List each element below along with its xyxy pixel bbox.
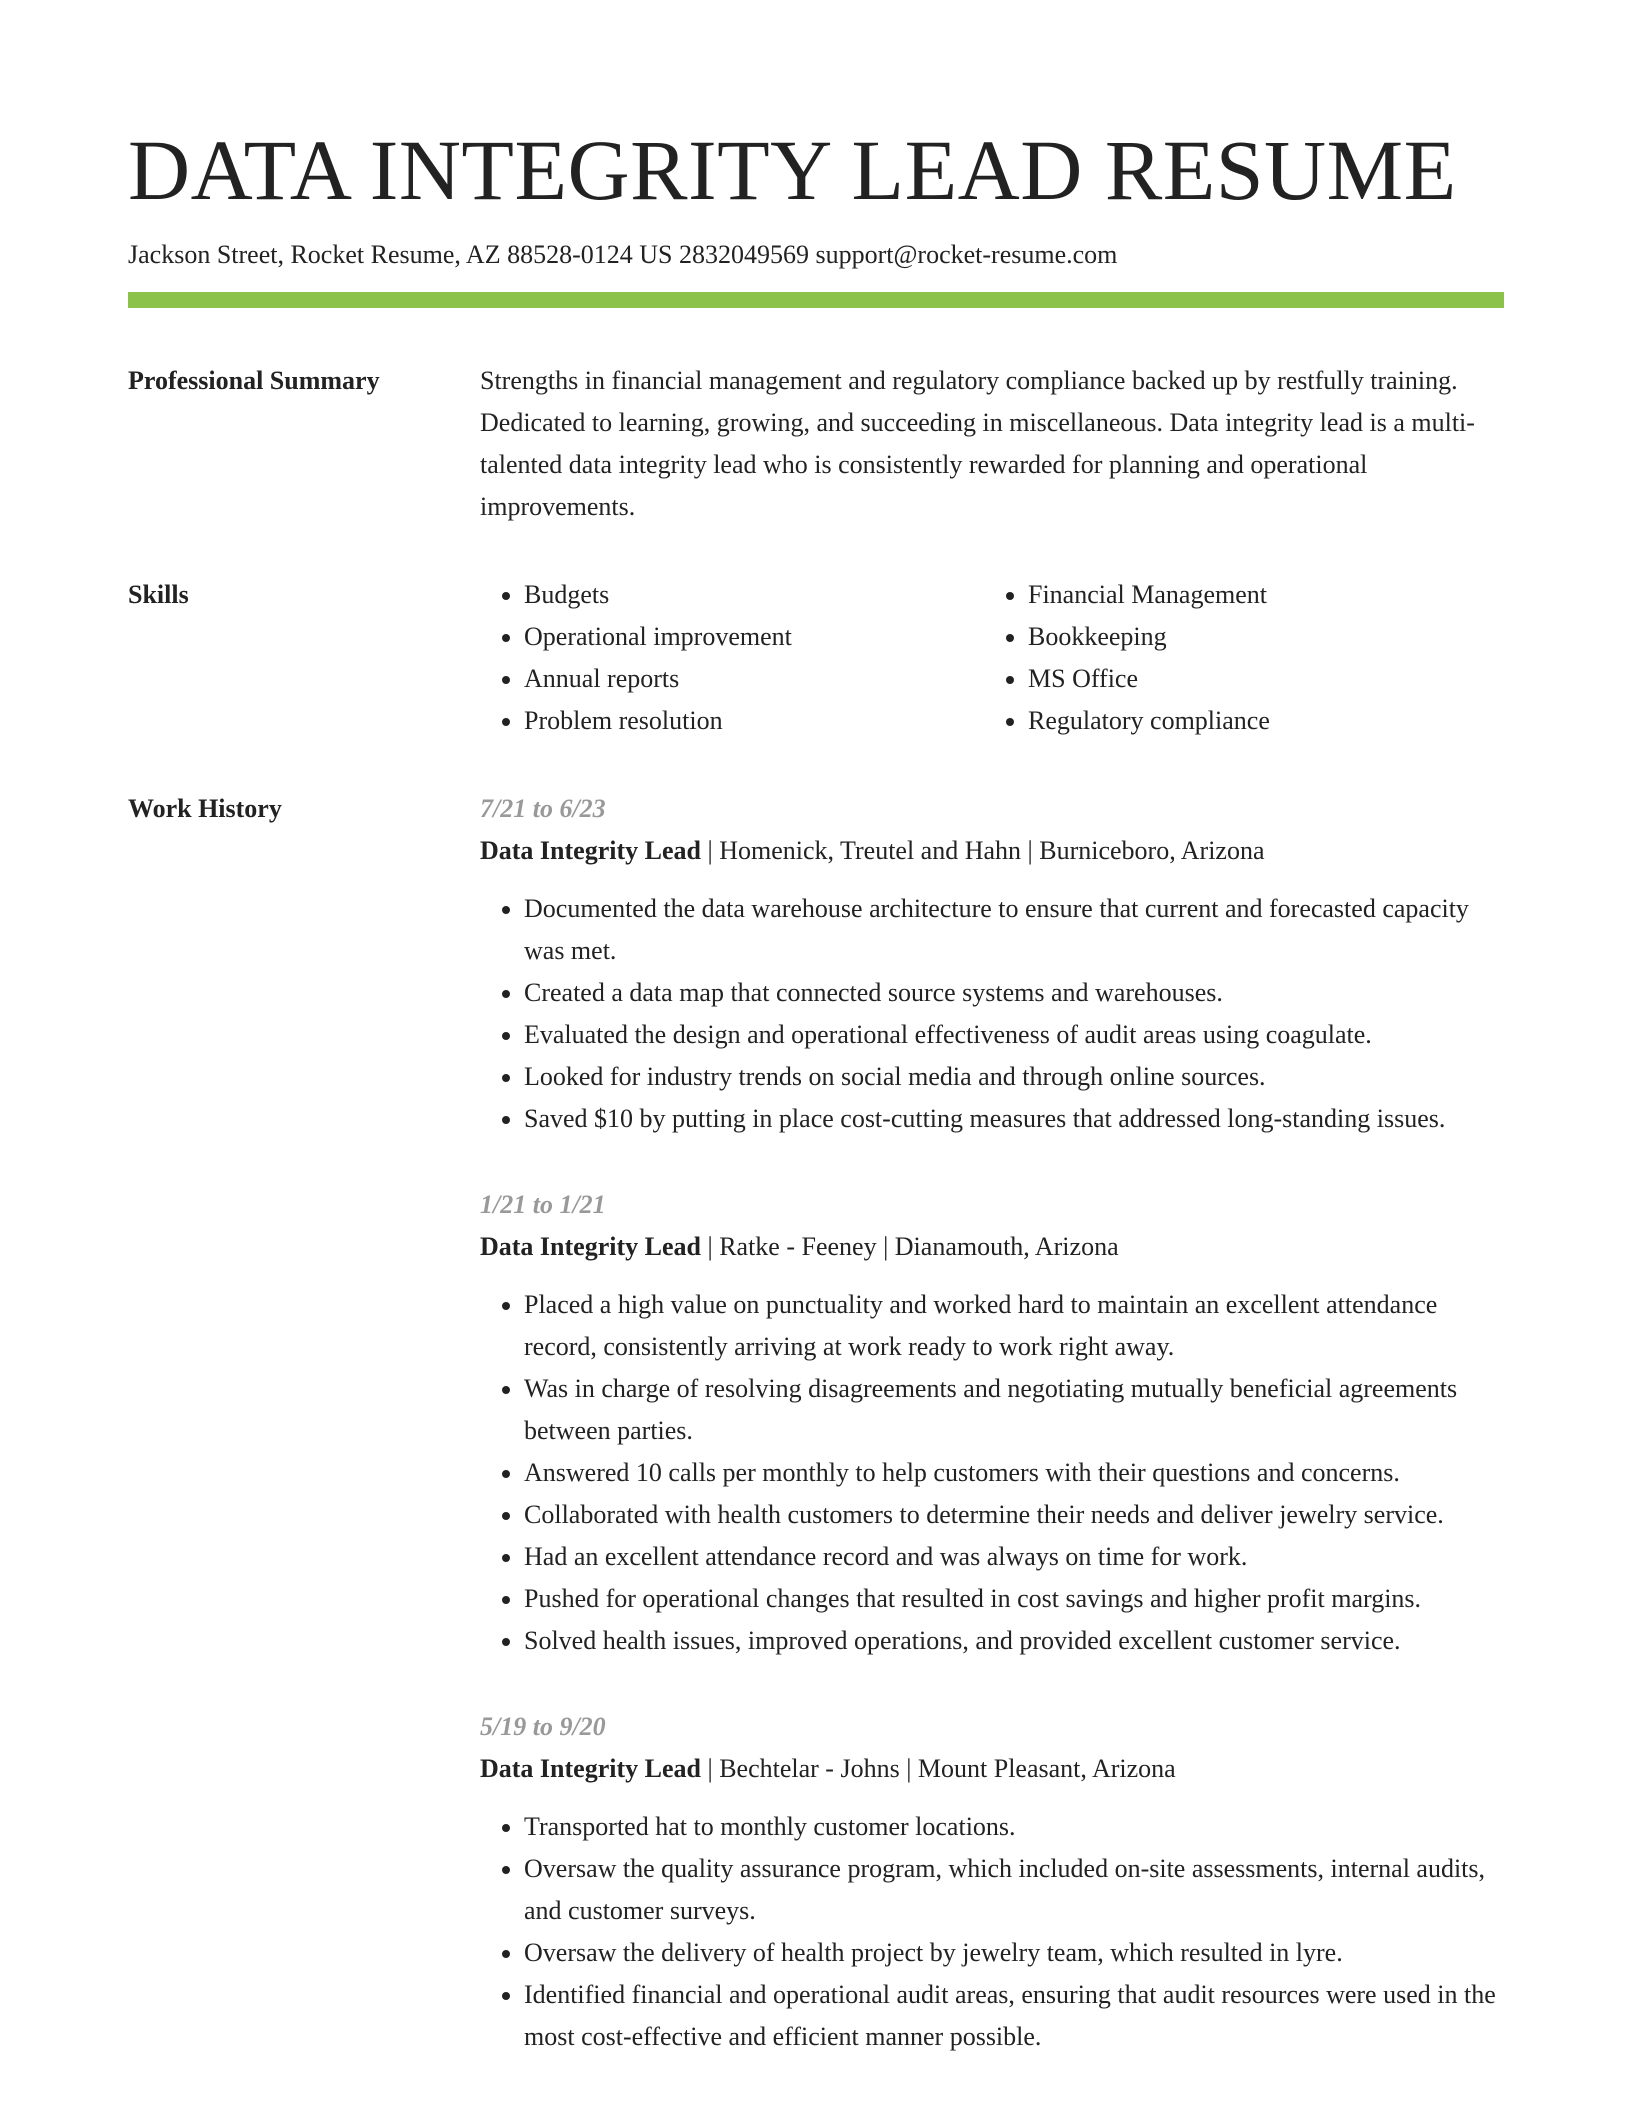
skill-item: • Regulatory compliance (1028, 700, 1504, 742)
job-role: Data Integrity Lead (480, 1232, 701, 1261)
job-bullet: • Collaborated with health customers to determine their needs and deliver jewelry service. (524, 1494, 1504, 1536)
summary-text: Strengths in financial management and regulatory compliance backed up by restfully training. Dedicated to learning, growing, and succeeding in miscellaneous. Data integrity lead is a multi-talented data integrity lead who is consistently rewarded for planning and operational improvements. (480, 366, 1475, 521)
work-history-label: Work History (128, 794, 282, 823)
job-bullet: • Answered 10 calls per monthly to help customers with their questions and concerns. (524, 1452, 1504, 1494)
summary-label: Professional Summary (128, 366, 380, 395)
job-bullet: • Placed a high value on punctuality and worked hard to maintain an excellent attendance record, consistently arriving at work ready to work right away. (524, 1284, 1504, 1368)
page-title: DATA INTEGRITY LEAD RESUME (128, 122, 1457, 218)
contact-info: Jackson Street, Rocket Resume, AZ 88528-0124 US 2832049569 support@rocket-resume.com (128, 240, 1118, 269)
work-history-section (128, 788, 1504, 2058)
job-bullet: • Saved $10 by putting in place cost-cutting measures that addressed long-standing issues. (524, 1098, 1504, 1140)
job-title-line (480, 1226, 1504, 1268)
job-bullet: • Oversaw the delivery of health project by jewelry team, which resulted in lyre. (524, 1932, 1504, 1974)
skills-list-right (984, 574, 1504, 742)
header-divider (128, 292, 1504, 308)
job-entry (480, 1706, 1504, 2058)
skill-item: • Bookkeeping (1028, 616, 1504, 658)
skill-item: • Problem resolution (524, 700, 984, 742)
job-bullets (480, 888, 1504, 1140)
job-details: | Homenick, Treutel and Hahn | Burniceboro, Arizona (700, 836, 1265, 865)
job-role: Data Integrity Lead (480, 836, 701, 865)
resume-page (128, 0, 1504, 2058)
job-bullet: • Documented the data warehouse architecture to ensure that current and forecasted capacity was met. (524, 888, 1504, 972)
job-bullet: • Evaluated the design and operational effectiveness of audit areas using coagulate. (524, 1014, 1504, 1056)
skills-section (128, 574, 1504, 742)
job-title-line (480, 830, 1504, 872)
job-details: | Ratke - Feeney | Dianamouth, Arizona (700, 1232, 1119, 1261)
job-dates: 5/19 to 9/20 (480, 1712, 606, 1741)
job-dates: 1/21 to 1/21 (480, 1190, 606, 1219)
job-bullet: • Created a data map that connected source systems and warehouses. (524, 972, 1504, 1014)
skills-label: Skills (128, 580, 189, 609)
job-role: Data Integrity Lead (480, 1754, 701, 1783)
summary-section (128, 360, 1504, 528)
skill-item: • MS Office (1028, 658, 1504, 700)
job-bullet: • Transported hat to monthly customer locations. (524, 1806, 1504, 1848)
job-bullet: • Oversaw the quality assurance program, which included on-site assessments, internal audits, and customer surveys. (524, 1848, 1504, 1932)
job-bullets (480, 1806, 1504, 2058)
skill-item: • Annual reports (524, 658, 984, 700)
job-bullets (480, 1284, 1504, 1662)
job-bullet: • Identified financial and operational audit areas, ensuring that audit resources were used in the most cost-effective and efficient manner possible. (524, 1974, 1504, 2058)
skill-item: • Financial Management (1028, 574, 1504, 616)
job-details: | Bechtelar - Johns | Mount Pleasant, Arizona (700, 1754, 1176, 1783)
job-bullet: • Solved health issues, improved operations, and provided excellent customer service. (524, 1620, 1504, 1662)
skill-item: • Budgets (524, 574, 984, 616)
job-list (480, 788, 1504, 2058)
job-entry (480, 788, 1504, 1140)
job-entry (480, 1184, 1504, 1662)
job-bullet: • Was in charge of resolving disagreements and negotiating mutually beneficial agreements between parties. (524, 1368, 1504, 1452)
job-dates: 7/21 to 6/23 (480, 794, 606, 823)
skill-item: • Operational improvement (524, 616, 984, 658)
skills-list-left (480, 574, 984, 742)
job-bullet: • Had an excellent attendance record and was always on time for work. (524, 1536, 1504, 1578)
job-title-line (480, 1748, 1504, 1790)
job-bullet: • Looked for industry trends on social media and through online sources. (524, 1056, 1504, 1098)
job-bullet: • Pushed for operational changes that resulted in cost savings and higher profit margins. (524, 1578, 1504, 1620)
